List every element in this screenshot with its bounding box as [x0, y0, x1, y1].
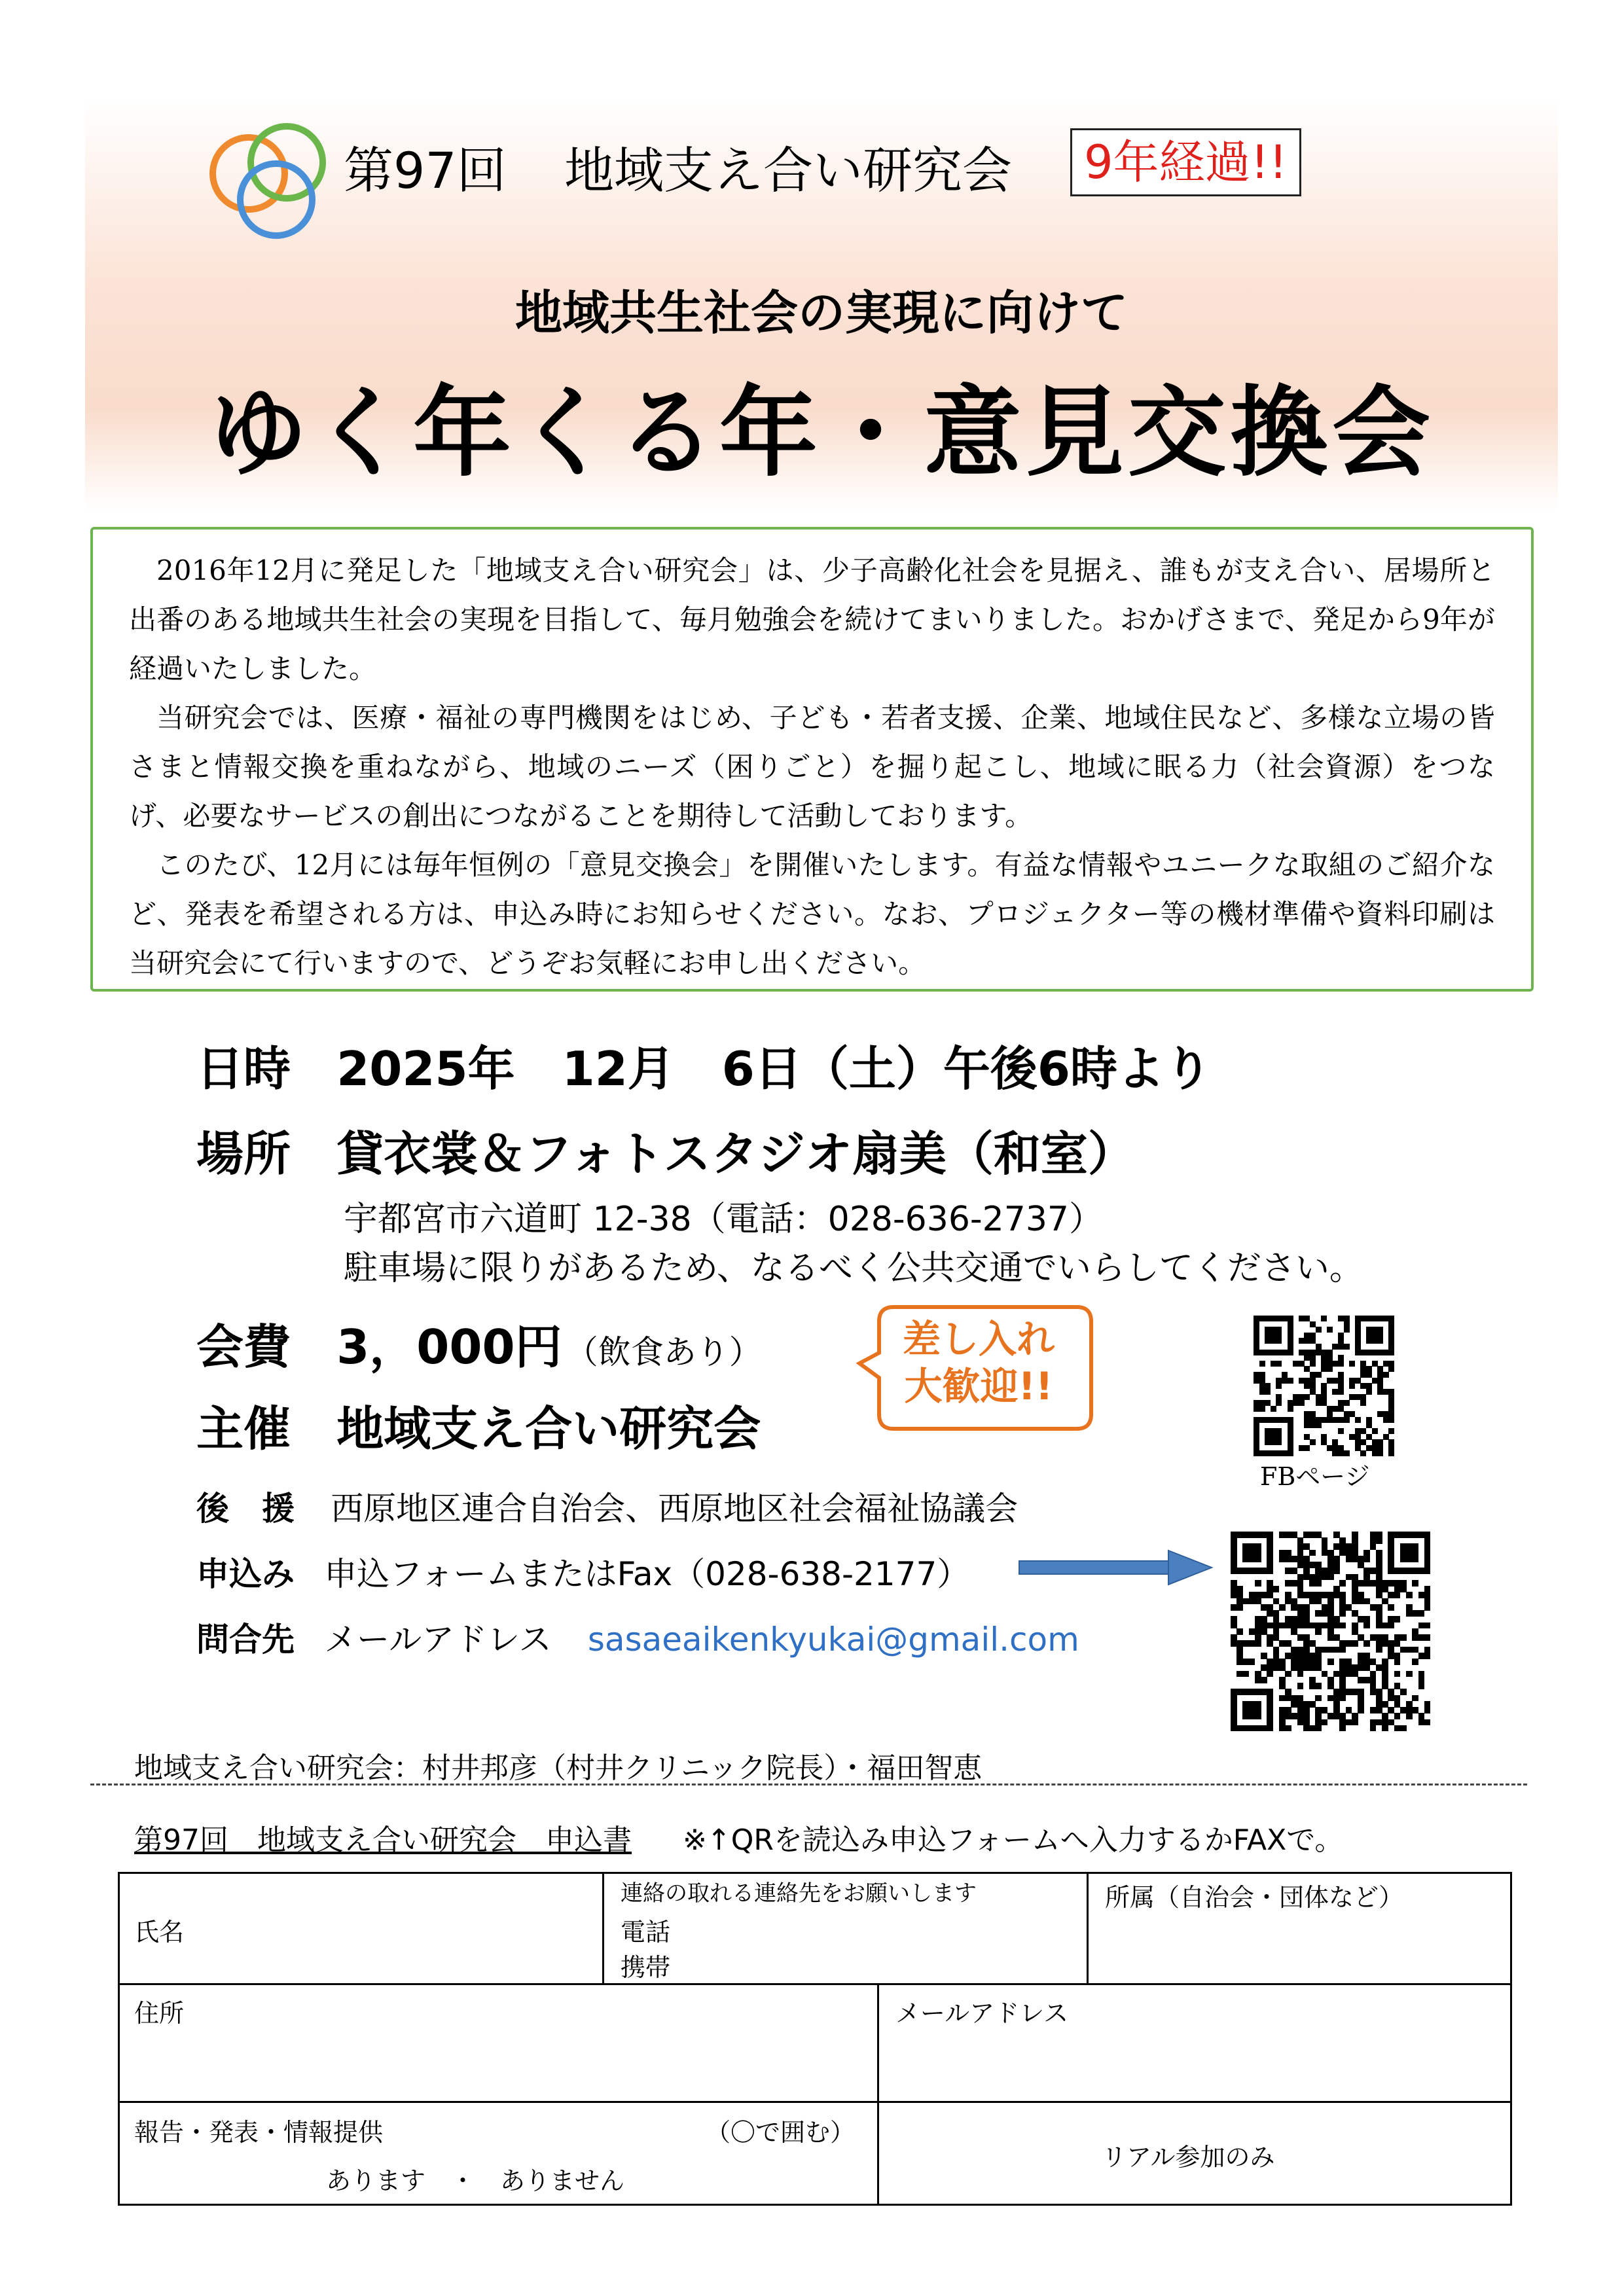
qr-module [1344, 1400, 1350, 1406]
venue-address: 宇都宮市六道町 12-38（電話：028-636-2737） [344, 1200, 1103, 1239]
qr-module [1394, 1592, 1401, 1598]
bubble-line-2: 大歓迎!! [904, 1364, 1053, 1408]
qr-module [1360, 1400, 1366, 1406]
qr-module [1388, 1350, 1394, 1355]
qr-module [1400, 1725, 1407, 1732]
real-only-label: リアル参加のみ [1102, 2143, 1275, 2172]
bubble-text [877, 1316, 1080, 1410]
subtitle: 地域共生社会の実現に向けて [514, 285, 1128, 340]
real-only-cell[interactable] [877, 2101, 1512, 2206]
qr-module [1412, 1659, 1418, 1665]
email-cell[interactable] [877, 1983, 1512, 2103]
qr-module [1349, 1361, 1355, 1367]
qr-module [1316, 1372, 1322, 1378]
qr-module [1236, 1604, 1243, 1611]
qr-module [1265, 1389, 1271, 1395]
qr-module [1316, 1327, 1322, 1333]
fee-note: （飲食あり） [565, 1333, 762, 1371]
qr-module [1376, 1537, 1382, 1544]
fee-row [196, 1309, 762, 1377]
qr-module [1255, 1556, 1261, 1562]
qr-module [1388, 1417, 1394, 1423]
fee-label: 会費 [196, 1319, 291, 1374]
qr-module [1352, 1640, 1358, 1647]
qr-module [1297, 1683, 1304, 1689]
fb-qr-code[interactable] [1254, 1316, 1394, 1456]
mobile-label: 携帯 [621, 1953, 671, 1982]
qr-module [1316, 1422, 1322, 1428]
qr-module [1412, 1695, 1418, 1702]
qr-module [1339, 1580, 1346, 1587]
qr-module [1236, 1628, 1243, 1635]
qr-module [1388, 1623, 1394, 1629]
fb-page-label: FBページ [1260, 1462, 1370, 1491]
qr-module [1315, 1628, 1322, 1635]
qr-module [1366, 1389, 1372, 1395]
affiliation-label: 所属（自治会・団体など） [1105, 1883, 1404, 1912]
qr-module [1249, 1659, 1255, 1665]
qr-module [1310, 1361, 1316, 1367]
qr-module [1388, 1428, 1394, 1434]
qr-module [1310, 1439, 1316, 1445]
date-row [196, 1031, 1212, 1099]
apply-value: 申込フォームまたはFax（028-638-2177） [324, 1555, 970, 1593]
qr-module [1424, 1719, 1431, 1726]
report-cell[interactable] [118, 2101, 879, 2206]
application-qr-code[interactable] [1231, 1532, 1430, 1731]
support-label: 後 援 [196, 1490, 295, 1528]
qr-module [1352, 1719, 1358, 1726]
qr-module [1344, 1417, 1350, 1423]
qr-module [1388, 1604, 1394, 1611]
qr-module [1377, 1450, 1383, 1456]
qr-module [1273, 1586, 1280, 1592]
qr-module [1344, 1344, 1350, 1350]
qr-module [1327, 1574, 1334, 1581]
qr-module [1349, 1383, 1355, 1389]
venue-row [196, 1116, 1135, 1184]
qr-module [1339, 1695, 1346, 1702]
qr-module [1276, 1383, 1282, 1389]
qr-module [1338, 1428, 1344, 1434]
qr-module [1406, 1713, 1413, 1719]
qr-module [1400, 1689, 1407, 1695]
qr-module [1276, 1338, 1282, 1344]
qr-module [1372, 1428, 1378, 1434]
date-label: 日時 [196, 1041, 291, 1096]
qr-module [1315, 1725, 1322, 1732]
address-cell[interactable] [118, 1983, 879, 2103]
logo-rings-icon [203, 118, 334, 242]
qr-module [1255, 1580, 1261, 1587]
contact-label: 問合先 [196, 1621, 295, 1659]
support-value: 西原地区連合自治会、西原地区社会福祉協議会 [331, 1490, 1019, 1528]
qr-module [1338, 1361, 1344, 1367]
venue-label: 場所 [196, 1126, 291, 1181]
arrow-right-icon [1018, 1548, 1214, 1587]
form-heading-title: 第97回 地域支え合い研究会 申込書 [134, 1823, 632, 1857]
org-name: 地域支え合い研究会 [564, 141, 1013, 200]
qr-module [1255, 1640, 1261, 1647]
form-heading-note: ※↑QRを読込み申込フォームへ入力するかFAXで。 [683, 1823, 1344, 1857]
qr-module [1344, 1327, 1350, 1333]
qr-module [1338, 1389, 1344, 1395]
qr-module [1288, 1350, 1293, 1355]
qr-module [1321, 1316, 1327, 1321]
name-label: 氏名 [134, 1918, 185, 1946]
intro-paragraph-1: 2016年12月に発足した「地域支え合い研究会」は、少子高齢化社会を見据え、誰もが支え合い、居場所と出番のある地域共生社会の実現を目指して、毎月勉強会を続けてまいりました。おかげさまで、発足から9年が経過いたしました。 [129, 554, 1495, 685]
qr-module [1271, 1406, 1276, 1412]
affiliation-cell[interactable] [1087, 1872, 1512, 1985]
qr-module [1259, 1406, 1265, 1412]
qr-module [1267, 1725, 1273, 1732]
date-value: 2025年 12月 6日（土）午後6時より [336, 1041, 1212, 1096]
qr-module [1424, 1634, 1431, 1641]
report-options[interactable]: あります ・ ありません [326, 2166, 625, 2195]
qr-module [1394, 1713, 1401, 1719]
address-label: 住所 [134, 1999, 185, 2028]
qr-module [1327, 1366, 1333, 1372]
host-row [196, 1391, 761, 1459]
qr-module [1327, 1327, 1333, 1333]
qr-module [1315, 1683, 1322, 1689]
qr-module [1288, 1406, 1293, 1412]
qr-module [1276, 1361, 1282, 1367]
qr-module [1388, 1366, 1394, 1372]
qr-module [1299, 1400, 1305, 1406]
qr-module [1315, 1580, 1322, 1587]
contact-row [196, 1613, 1079, 1660]
qr-module [1259, 1361, 1265, 1367]
qr-module [1276, 1439, 1282, 1445]
qr-module [1363, 1623, 1370, 1629]
main-title: ゆく年くる年・意見交換会 [208, 376, 1434, 490]
qr-module [1394, 1616, 1401, 1623]
qr-module [1355, 1417, 1361, 1423]
qr-module [1424, 1707, 1431, 1713]
qr-module [1382, 1725, 1388, 1732]
qr-module [1285, 1671, 1291, 1677]
qr-module [1322, 1719, 1328, 1726]
venue-note: 駐車場に限りがあるため、なるべく公共交通でいらしてください。 [344, 1249, 1363, 1288]
qr-module [1406, 1592, 1413, 1598]
qr-module [1424, 1623, 1431, 1629]
intro-paragraph-3: このたび、12月には毎年恒例の「意見交換会」を開催いたします。有益な情報やユニークな取組のご紹介など、発表を希望される方は、申込み時にお知らせください。なお、プロジェクター等の機材準備や資料印刷は当研究会にて行いますので、どうぞお気軽にお申し出ください。 [129, 849, 1495, 979]
qr-module [1288, 1378, 1293, 1384]
intro-paragraph-2: 当研究会では、医療・福祉の専門機関をはじめ、子ども・若者支援、企業、地域住民など、多様な立場の皆さまと情報交換を重ねながら、地域のニーズ（困りごと）を掘り起こし、地域に眠る力（社会資源）をつなげ、必要なサービスの創出につながることを期待して活動しております。 [129, 702, 1495, 832]
cut-line-divider [90, 1784, 1527, 1785]
years-badge: 9年経過!! [1070, 128, 1301, 196]
qr-module [1363, 1556, 1370, 1562]
contact-email-link[interactable]: sasaeaikenkyukai@gmail.com [587, 1621, 1079, 1659]
qr-module [1267, 1568, 1273, 1574]
qr-module [1304, 1394, 1310, 1400]
qr-module [1333, 1568, 1340, 1574]
email-label: メールアドレス [895, 1999, 1069, 2028]
qr-module [1255, 1713, 1261, 1719]
qr-module [1376, 1647, 1382, 1653]
contact-cell[interactable] [602, 1872, 1089, 1985]
intro-box [90, 527, 1534, 992]
support-row [196, 1482, 1018, 1530]
qr-module [1363, 1640, 1370, 1647]
apply-row [196, 1548, 969, 1595]
header-title [344, 131, 1012, 202]
host-value: 地域支え合い研究会 [336, 1401, 761, 1456]
contact-header: 連絡の取れる連絡先をお願いします [621, 1880, 977, 1907]
qr-module [1377, 1338, 1383, 1344]
qr-module [1276, 1400, 1282, 1406]
qr-module [1388, 1450, 1394, 1456]
venue-value: 貸衣裳＆フォトスタジオ扇美（和室） [336, 1126, 1135, 1181]
apply-label: 申込み [196, 1555, 295, 1593]
qr-module [1358, 1707, 1364, 1713]
qr-module [1267, 1671, 1273, 1677]
qr-module [1339, 1647, 1346, 1653]
fee-value: 3，000円 [336, 1319, 562, 1374]
qr-module [1315, 1695, 1322, 1702]
report-label: 報告・発表・情報提供 [134, 2118, 384, 2147]
qr-module [1339, 1610, 1346, 1617]
members-line: 地域支え合い研究会：村井邦彦（村井クリニック院長）・福田智恵 [134, 1751, 983, 1785]
phone-label: 電話 [621, 1918, 671, 1946]
name-cell[interactable] [118, 1872, 604, 1985]
circle-note: （〇で囲む） [706, 2118, 856, 2147]
application-form [118, 1872, 1512, 2206]
qr-module [1339, 1725, 1346, 1732]
qr-module [1327, 1659, 1334, 1665]
qr-module [1309, 1550, 1316, 1556]
qr-module [1304, 1445, 1310, 1451]
qr-module [1412, 1556, 1418, 1562]
qr-module [1285, 1725, 1291, 1732]
form-heading [134, 1816, 1343, 1858]
qr-module [1400, 1634, 1407, 1641]
session-number: 第97回 [344, 141, 507, 200]
qr-module [1412, 1580, 1418, 1587]
contact-value: メールアドレス [324, 1621, 552, 1659]
qr-module [1279, 1604, 1286, 1611]
bubble-line-1: 差し入れ [902, 1317, 1055, 1361]
qr-module [1418, 1610, 1425, 1617]
qr-module [1339, 1623, 1346, 1629]
qr-module [1418, 1683, 1425, 1689]
qr-module [1261, 1677, 1267, 1683]
qr-module [1383, 1372, 1389, 1378]
qr-module [1370, 1725, 1377, 1732]
qr-module [1394, 1671, 1401, 1677]
qr-module [1297, 1671, 1304, 1677]
qr-module [1242, 1671, 1249, 1677]
qr-module [1424, 1568, 1431, 1574]
host-label: 主催 [196, 1401, 291, 1456]
qr-module [1424, 1604, 1431, 1611]
qr-module [1406, 1671, 1413, 1677]
qr-module [1424, 1653, 1431, 1659]
qr-module [1394, 1659, 1401, 1665]
